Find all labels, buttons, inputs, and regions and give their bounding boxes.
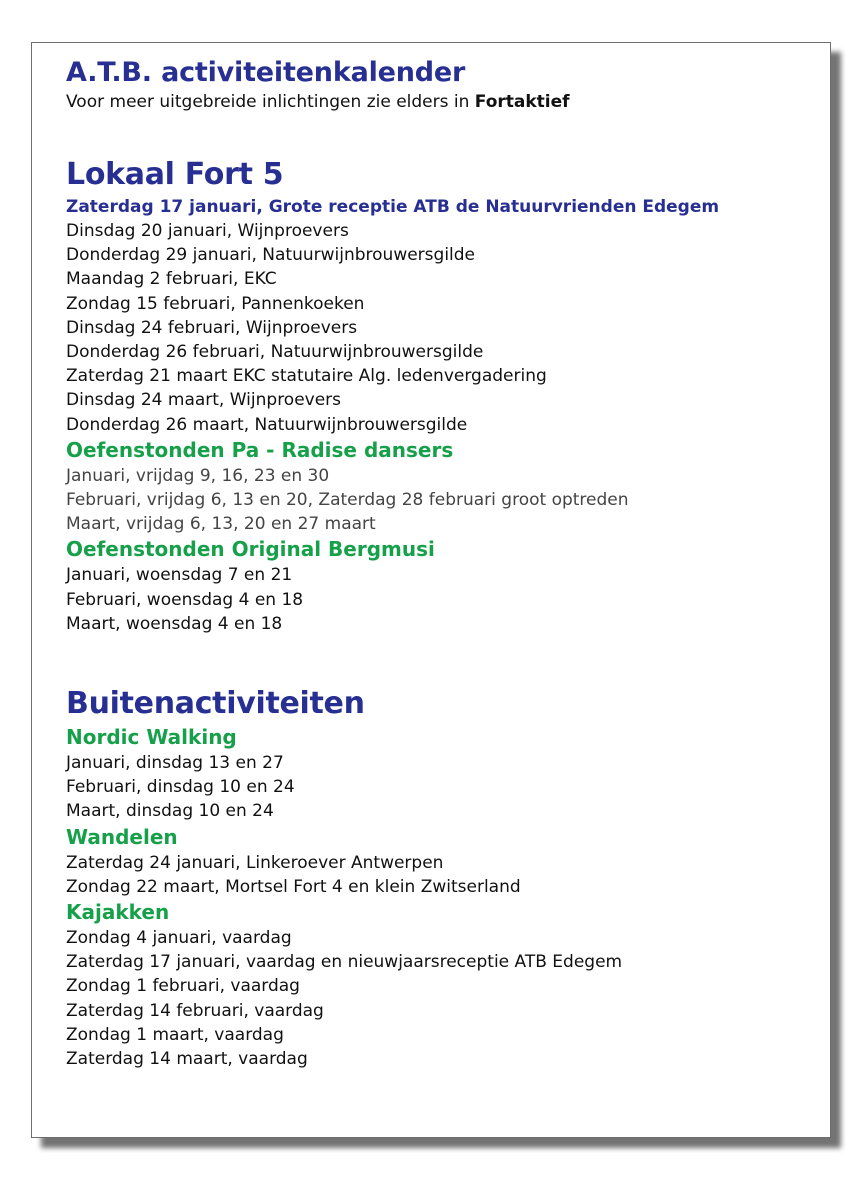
- list-item: Dinsdag 24 februari, Wijnproevers: [66, 317, 358, 338]
- list-item: Zaterdag 17 januari, vaardag en nieuwjaarsreceptie ATB Edegem: [66, 952, 623, 973]
- list-item: Zondag 1 februari, vaardag: [66, 976, 300, 997]
- list-item: Zaterdag 14 februari, vaardag: [66, 1000, 324, 1021]
- list-item: Februari, woensdag 4 en 18: [66, 589, 304, 610]
- list-item: Dinsdag 24 maart, Wijnproevers: [66, 390, 342, 411]
- highlight-event: Zaterdag 17 januari, Grote receptie ATB de Natuurvrienden Edegem: [66, 197, 720, 217]
- kajakken-list: [66, 926, 810, 1071]
- lokaal-event-list: [66, 219, 810, 437]
- list-item: Maart, dinsdag 10 en 24: [66, 801, 274, 822]
- list-item: Zondag 4 januari, vaardag: [66, 928, 292, 949]
- section-title-buiten: Buitenactiviteiten: [66, 686, 365, 722]
- nordic-list: [66, 751, 810, 824]
- list-item: Maart, woensdag 4 en 18: [66, 613, 283, 634]
- list-item: Januari, vrijdag 9, 16, 23 en 30: [66, 465, 330, 486]
- group-title-nordic: Nordic Walking: [66, 725, 237, 750]
- list-item: Donderdag 26 februari, Natuurwijnbrouwersgilde: [66, 342, 484, 363]
- bergmusi-list: [66, 563, 810, 636]
- group-title-wandelen: Wandelen: [66, 824, 178, 849]
- list-item: Donderdag 29 januari, Natuurwijnbrouwersgilde: [66, 245, 476, 266]
- group-title-bergmusi: Oefenstonden Original Bergmusi: [66, 537, 435, 562]
- list-item: Januari, dinsdag 13 en 27: [66, 753, 284, 774]
- subtitle-text: Voor meer uitgebreide inlichtingen zie elders in: [66, 92, 475, 112]
- list-item: Zaterdag 14 maart, vaardag: [66, 1049, 308, 1070]
- page-subtitle: [66, 91, 810, 113]
- page-title: A.T.B. activiteitenkalender: [66, 57, 466, 88]
- list-item: Zondag 22 maart, Mortsel Fort 4 en klein Zwitserland: [66, 876, 521, 897]
- section-title-lokaal: Lokaal Fort 5: [66, 157, 284, 192]
- list-item: Zaterdag 24 januari, Linkeroever Antwerpen: [66, 852, 444, 873]
- list-item: Maandag 2 februari, EKC: [66, 269, 277, 290]
- list-item: Zondag 15 februari, Pannenkoeken: [66, 293, 365, 314]
- subtitle-publication: Fortaktief: [474, 92, 570, 112]
- list-item: Februari, dinsdag 10 en 24: [66, 777, 295, 798]
- list-item: Zaterdag 21 maart EKC statutaire Alg. ledenvergadering: [66, 366, 547, 387]
- list-item: Februari, vrijdag 6, 13 en 20, Zaterdag 28 februari groot optreden: [66, 490, 629, 511]
- document-page: [31, 42, 831, 1138]
- list-item: Dinsdag 20 januari, Wijnproevers: [66, 221, 349, 241]
- list-item: Zondag 1 maart, vaardag: [66, 1024, 284, 1045]
- list-item: Donderdag 26 maart, Natuurwijnbrouwersgilde: [66, 414, 468, 435]
- group-title-kajakken: Kajakken: [66, 900, 170, 925]
- list-item: Maart, vrijdag 6, 13, 20 en 27 maart: [66, 514, 376, 535]
- wandelen-list: [66, 851, 810, 899]
- list-item: Januari, woensdag 7 en 21: [66, 565, 293, 586]
- group-title-radise: Oefenstonden Pa - Radise dansers: [66, 437, 454, 462]
- radise-list: [66, 464, 810, 537]
- page-content: [66, 55, 810, 1071]
